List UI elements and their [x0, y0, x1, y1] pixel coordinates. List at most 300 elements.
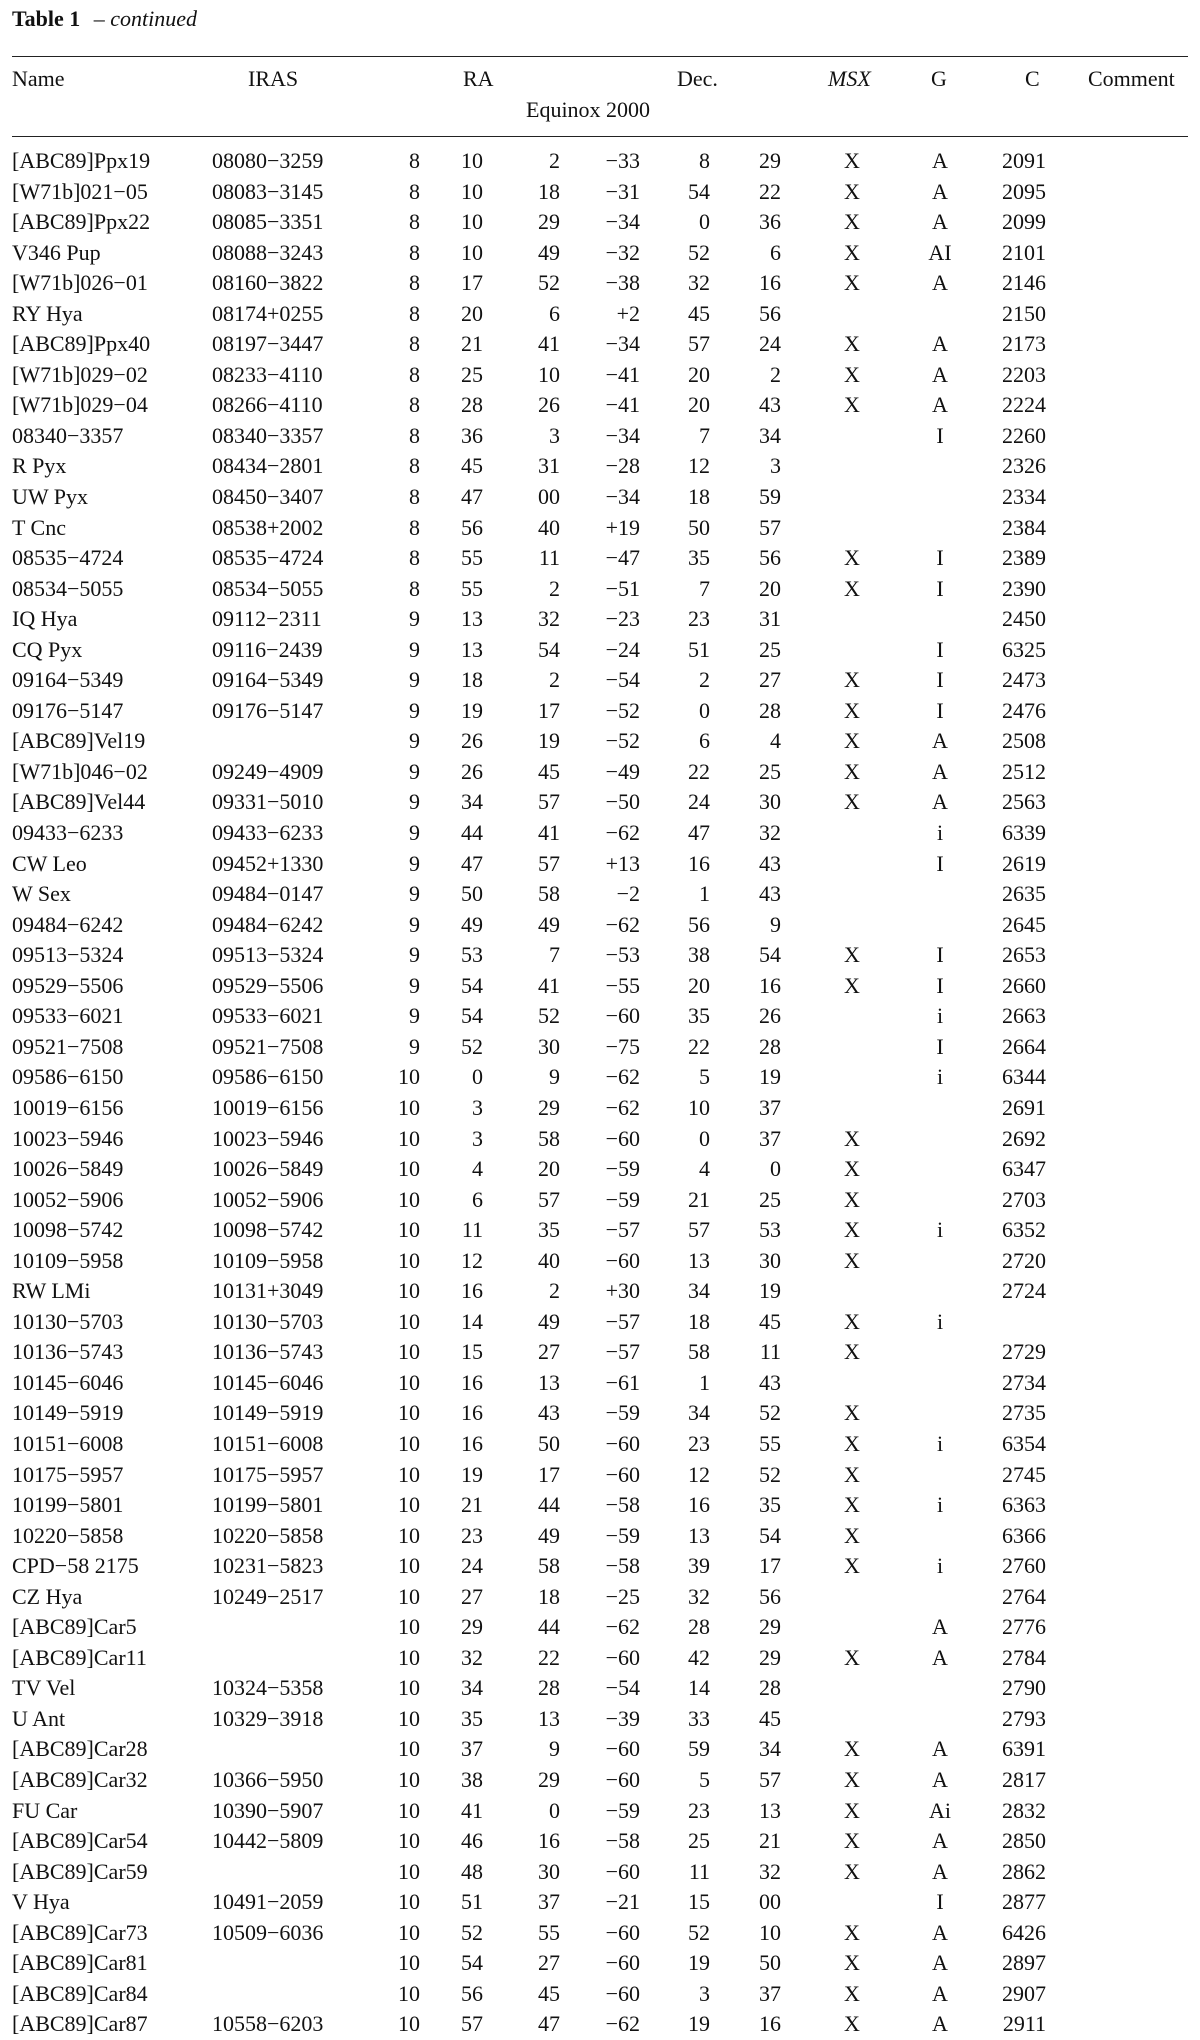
cell-name: [ABC89]Car81	[12, 1950, 148, 1976]
cell-g: I	[936, 422, 944, 448]
cell-ra-s: 30	[538, 1858, 560, 1884]
cell-iras: 10026−5849	[212, 1156, 324, 1182]
cell-ra-s: 29	[538, 209, 560, 235]
cell-name: R Pyx	[12, 453, 67, 479]
cell-name: IQ Hya	[12, 606, 78, 632]
header-g: G	[931, 66, 947, 91]
cell-msx: X	[844, 1247, 860, 1273]
cell-iras: 09484−0147	[212, 881, 324, 907]
cell-ra-h: 10	[398, 1644, 420, 1670]
cell-c: 2563	[1002, 789, 1046, 815]
cell-ra-m: 52	[461, 1919, 483, 1945]
cell-ra-m: 48	[461, 1858, 483, 1884]
cell-ra-h: 8	[409, 361, 420, 387]
cell-g: A	[932, 1950, 948, 1976]
cell-ra-s: 57	[538, 1186, 560, 1212]
cell-name: [ABC89]Ppx40	[12, 331, 151, 357]
cell-dec-d: −32	[605, 239, 640, 265]
cell-c: 2334	[1002, 484, 1046, 510]
cell-iras: 09529−5506	[212, 972, 324, 998]
cell-name: CPD−58 2175	[12, 1553, 139, 1579]
cell-iras: 08088−3243	[212, 239, 324, 265]
cell-c: 2203	[1002, 361, 1046, 387]
cell-dec-s: 57	[759, 514, 781, 540]
cell-dec-m: 32	[688, 270, 710, 296]
cell-dec-m: 18	[688, 1308, 710, 1334]
cell-dec-s: 22	[759, 178, 781, 204]
cell-name: U Ant	[12, 1705, 66, 1731]
table-row	[0, 1521, 1200, 1552]
cell-c: 6363	[1002, 1492, 1046, 1518]
cell-g: I	[936, 972, 944, 998]
cell-ra-s: 2	[549, 667, 560, 693]
cell-dec-s: 54	[759, 1522, 781, 1548]
cell-dec-d: −34	[605, 209, 640, 235]
cell-ra-m: 3	[472, 1125, 483, 1151]
table-row	[0, 390, 1200, 421]
cell-dec-d: −59	[605, 1522, 640, 1548]
cell-dec-m: 19	[688, 2011, 710, 2037]
cell-dec-d: −53	[605, 942, 640, 968]
cell-dec-m: 25	[688, 1828, 710, 1854]
cell-c: 2635	[1002, 881, 1046, 907]
cell-ra-m: 45	[461, 453, 483, 479]
cell-c: 2653	[1002, 942, 1046, 968]
cell-iras: 09521−7508	[212, 1033, 324, 1059]
cell-ra-m: 34	[461, 1675, 483, 1701]
cell-g: A	[932, 1919, 948, 1945]
cell-dec-s: 19	[759, 1278, 781, 1304]
table-body	[0, 146, 1200, 2040]
cell-dec-s: 53	[759, 1217, 781, 1243]
table-row	[0, 1032, 1200, 1063]
cell-ra-h: 10	[398, 1217, 420, 1243]
cell-msx: X	[844, 1522, 860, 1548]
cell-dec-s: 30	[759, 789, 781, 815]
cell-dec-s: 43	[759, 850, 781, 876]
cell-ra-m: 17	[461, 270, 483, 296]
cell-ra-m: 16	[461, 1430, 483, 1456]
cell-iras: 08160−3822	[212, 270, 324, 296]
cell-name: 09176−5147	[12, 697, 124, 723]
cell-msx: X	[844, 1950, 860, 1976]
cell-ra-s: 58	[538, 1125, 560, 1151]
cell-msx: X	[844, 361, 860, 387]
cell-ra-s: 40	[538, 514, 560, 540]
cell-c: 2146	[1002, 270, 1046, 296]
cell-dec-s: 9	[770, 911, 781, 937]
cell-dec-s: 3	[770, 453, 781, 479]
cell-ra-m: 54	[461, 1003, 483, 1029]
cell-ra-s: 00	[538, 484, 560, 510]
cell-iras: 10175−5957	[212, 1461, 324, 1487]
cell-ra-h: 10	[398, 1430, 420, 1456]
cell-ra-m: 24	[461, 1553, 483, 1579]
cell-c: 2790	[1002, 1675, 1046, 1701]
cell-iras: 08083−3145	[212, 178, 324, 204]
table-row	[0, 818, 1200, 849]
cell-ra-h: 10	[398, 1919, 420, 1945]
cell-ra-h: 10	[398, 1705, 420, 1731]
cell-ra-m: 21	[461, 331, 483, 357]
cell-c: 2173	[1002, 331, 1046, 357]
cell-name: [ABC89]Car5	[12, 1614, 137, 1640]
cell-name: 10019−6156	[12, 1094, 124, 1120]
cell-dec-s: 19	[759, 1064, 781, 1090]
header-msx: MSX	[828, 66, 871, 91]
cell-c: 2473	[1002, 667, 1046, 693]
cell-dec-m: 1	[699, 881, 710, 907]
cell-dec-s: 29	[759, 148, 781, 173]
cell-ra-h: 8	[409, 514, 420, 540]
cell-dec-d: −62	[605, 1614, 640, 1640]
cell-iras: 10324−5358	[212, 1675, 324, 1701]
cell-c: 2734	[1002, 1369, 1046, 1395]
cell-c: 2735	[1002, 1400, 1046, 1426]
table-row	[0, 1857, 1200, 1888]
cell-ra-h: 10	[398, 1858, 420, 1884]
cell-dec-d: −62	[605, 1094, 640, 1120]
cell-iras: 09249−4909	[212, 758, 324, 784]
cell-msx: X	[844, 1461, 860, 1487]
cell-dec-m: 39	[688, 1553, 710, 1579]
cell-ra-m: 46	[461, 1828, 483, 1854]
cell-msx: X	[844, 1400, 860, 1426]
cell-dec-s: 2	[770, 361, 781, 387]
cell-dec-s: 57	[759, 1766, 781, 1792]
cell-dec-s: 24	[759, 331, 781, 357]
cell-ra-h: 8	[409, 300, 420, 326]
cell-c: 2745	[1002, 1461, 1046, 1487]
cell-c: 2390	[1002, 575, 1046, 601]
cell-dec-d: −34	[605, 422, 640, 448]
cell-dec-s: 56	[759, 1583, 781, 1609]
cell-dec-s: 31	[759, 606, 781, 632]
cell-c: 2389	[1002, 545, 1046, 571]
cell-ra-m: 53	[461, 942, 483, 968]
cell-ra-h: 9	[409, 636, 420, 662]
table-row	[0, 879, 1200, 910]
cell-ra-h: 9	[409, 606, 420, 632]
cell-c: 6325	[1002, 636, 1046, 662]
cell-g: A	[932, 1614, 948, 1640]
cell-dec-d: −49	[605, 758, 640, 784]
cell-dec-d: −75	[605, 1033, 640, 1059]
cell-dec-d: −47	[605, 545, 640, 571]
table-row	[0, 513, 1200, 544]
cell-dec-s: 52	[759, 1461, 781, 1487]
cell-name: [W71b]029−02	[12, 361, 148, 387]
cell-dec-d: −58	[605, 1553, 640, 1579]
cell-dec-d: −23	[605, 606, 640, 632]
table-row	[0, 421, 1200, 452]
cell-ra-m: 35	[461, 1705, 483, 1731]
cell-iras: 09533−6021	[212, 1003, 324, 1029]
cell-ra-m: 28	[461, 392, 483, 418]
cell-ra-m: 13	[461, 636, 483, 662]
cell-ra-s: 11	[538, 545, 560, 571]
cell-name: 10199−5801	[12, 1492, 124, 1518]
cell-c: 2897	[1002, 1950, 1046, 1976]
cell-dec-s: 54	[759, 942, 781, 968]
cell-c: 6354	[1002, 1430, 1046, 1456]
cell-name: [ABC89]Car87	[12, 2011, 148, 2037]
cell-dec-s: 45	[759, 1308, 781, 1334]
cell-dec-m: 15	[688, 1889, 710, 1915]
cell-ra-m: 49	[461, 911, 483, 937]
cell-name: 10151−6008	[12, 1430, 124, 1456]
cell-ra-s: 27	[538, 1339, 560, 1365]
cell-g: I	[936, 636, 944, 662]
table-row	[0, 268, 1200, 299]
cell-iras: 10151−6008	[212, 1430, 324, 1456]
cell-dec-d: −25	[605, 1583, 640, 1609]
cell-ra-h: 10	[398, 1400, 420, 1426]
cell-dec-d: −52	[605, 697, 640, 723]
table-row	[0, 635, 1200, 666]
cell-dec-d: −57	[605, 1217, 640, 1243]
cell-dec-s: 43	[759, 392, 781, 418]
cell-ra-m: 0	[472, 1064, 483, 1090]
cell-dec-m: 23	[688, 1430, 710, 1456]
cell-ra-s: 32	[538, 606, 560, 632]
cell-ra-m: 20	[461, 300, 483, 326]
cell-name: [ABC89]Car84	[12, 1980, 148, 2006]
cell-iras: 09176−5147	[212, 697, 324, 723]
cell-ra-m: 56	[461, 514, 483, 540]
cell-dec-m: 1	[699, 1369, 710, 1395]
cell-g: I	[936, 1033, 944, 1059]
cell-c: 2150	[1002, 300, 1046, 326]
cell-ra-m: 15	[461, 1339, 483, 1365]
cell-dec-m: 20	[688, 361, 710, 387]
cell-ra-h: 9	[409, 942, 420, 968]
cell-ra-s: 2	[549, 575, 560, 601]
cell-g: A	[932, 209, 948, 235]
cell-msx: X	[844, 209, 860, 235]
cell-dec-d: −21	[605, 1889, 640, 1915]
header-c: C	[1025, 66, 1040, 91]
cell-ra-s: 57	[538, 789, 560, 815]
cell-msx: X	[844, 1492, 860, 1518]
cell-c: 2907	[1002, 1980, 1046, 2006]
cell-ra-h: 9	[409, 972, 420, 998]
cell-name: 09433−6233	[12, 820, 124, 846]
cell-dec-d: −61	[605, 1369, 640, 1395]
table-row	[0, 2009, 1200, 2040]
cell-ra-h: 10	[398, 1125, 420, 1151]
cell-ra-h: 10	[398, 1736, 420, 1762]
cell-ra-h: 10	[398, 1828, 420, 1854]
cell-dec-d: −34	[605, 331, 640, 357]
cell-dec-d: −33	[605, 148, 640, 173]
header-rule	[12, 136, 1188, 137]
cell-ra-h: 10	[398, 1797, 420, 1823]
cell-name: 08535−4724	[12, 545, 124, 571]
cell-dec-d: −41	[605, 392, 640, 418]
cell-g: A	[932, 1644, 948, 1670]
cell-dec-m: 35	[688, 545, 710, 571]
cell-ra-m: 25	[461, 361, 483, 387]
cell-ra-s: 54	[538, 636, 560, 662]
cell-name: [ABC89]Car32	[12, 1766, 148, 1792]
cell-name: [W71b]046−02	[12, 758, 148, 784]
cell-ra-h: 10	[398, 1278, 420, 1304]
cell-name: W Sex	[12, 881, 71, 907]
table-row	[0, 1062, 1200, 1093]
cell-dec-d: −62	[605, 911, 640, 937]
cell-ra-m: 10	[461, 148, 483, 173]
cell-g: A	[932, 270, 948, 296]
cell-ra-h: 9	[409, 1033, 420, 1059]
cell-iras: 08197−3447	[212, 331, 324, 357]
cell-name: [ABC89]Car59	[12, 1858, 148, 1884]
cell-dec-d: −54	[605, 1675, 640, 1701]
cell-dec-m: 12	[688, 453, 710, 479]
cell-name: 09521−7508	[12, 1033, 124, 1059]
cell-g: i	[936, 1308, 944, 1334]
cell-dec-m: 0	[699, 697, 710, 723]
cell-ra-h: 8	[409, 178, 420, 204]
table-row	[0, 1337, 1200, 1368]
cell-dec-m: 23	[688, 606, 710, 632]
table-row	[0, 574, 1200, 605]
cell-ra-s: 9	[549, 1736, 560, 1762]
table-row	[0, 1673, 1200, 1704]
cell-dec-d: −62	[605, 2011, 640, 2037]
cell-ra-m: 54	[461, 972, 483, 998]
cell-ra-h: 9	[409, 758, 420, 784]
cell-c: 2660	[1002, 972, 1046, 998]
cell-name: 10026−5849	[12, 1156, 124, 1182]
cell-iras: 10149−5919	[212, 1400, 324, 1426]
cell-ra-s: 2	[549, 148, 560, 173]
cell-g: i	[936, 820, 944, 846]
cell-dec-s: 0	[770, 1156, 781, 1182]
cell-ra-h: 8	[409, 484, 420, 510]
cell-c: 2793	[1002, 1705, 1046, 1731]
cell-iras: 10145−6046	[212, 1369, 324, 1395]
cell-dec-m: 50	[688, 514, 710, 540]
cell-msx: X	[844, 1797, 860, 1823]
cell-c: 2764	[1002, 1583, 1046, 1609]
cell-msx: X	[844, 697, 860, 723]
table-label: Table 1	[12, 6, 81, 31]
cell-c: 6391	[1002, 1736, 1046, 1762]
table-row	[0, 726, 1200, 757]
cell-ra-s: 29	[538, 1094, 560, 1120]
cell-dec-s: 16	[759, 2011, 781, 2037]
cell-ra-s: 18	[538, 1583, 560, 1609]
cell-g: A	[932, 758, 948, 784]
cell-msx: X	[844, 148, 860, 173]
cell-dec-d: −60	[605, 1125, 640, 1151]
cell-ra-m: 52	[461, 1033, 483, 1059]
cell-dec-m: 35	[688, 1003, 710, 1029]
table-row	[0, 482, 1200, 513]
cell-dec-d: −55	[605, 972, 640, 998]
cell-c: 2476	[1002, 697, 1046, 723]
cell-c: 6426	[1002, 1919, 1046, 1945]
cell-ra-s: 17	[538, 697, 560, 723]
table-row	[0, 665, 1200, 696]
cell-ra-h: 8	[409, 453, 420, 479]
cell-c: 2817	[1002, 1766, 1046, 1792]
cell-name: [ABC89]Vel44	[12, 789, 146, 815]
cell-msx: X	[844, 1339, 860, 1365]
cell-g: I	[936, 850, 944, 876]
cell-dec-d: −31	[605, 178, 640, 204]
cell-ra-h: 8	[409, 422, 420, 448]
cell-g: A	[932, 178, 948, 204]
table-row	[0, 1734, 1200, 1765]
cell-dec-d: −60	[605, 1461, 640, 1487]
cell-c: 2099	[1002, 209, 1046, 235]
cell-dec-m: 38	[688, 942, 710, 968]
cell-dec-m: 7	[699, 575, 710, 601]
table-row	[0, 1887, 1200, 1918]
table-row	[0, 1918, 1200, 1949]
cell-dec-d: −59	[605, 1400, 640, 1426]
cell-ra-m: 27	[461, 1583, 483, 1609]
cell-dec-d: −24	[605, 636, 640, 662]
cell-ra-s: 41	[538, 820, 560, 846]
table-row	[0, 757, 1200, 788]
cell-g: A	[932, 1980, 948, 2006]
cell-msx: X	[844, 545, 860, 571]
cell-dec-d: −59	[605, 1797, 640, 1823]
cell-dec-d: −62	[605, 820, 640, 846]
cell-name: [ABC89]Car73	[12, 1919, 148, 1945]
cell-ra-s: 17	[538, 1461, 560, 1487]
cell-dec-s: 59	[759, 484, 781, 510]
cell-ra-h: 10	[398, 1461, 420, 1487]
cell-ra-s: 41	[538, 331, 560, 357]
cell-ra-m: 41	[461, 1797, 483, 1823]
cell-dec-m: 57	[688, 331, 710, 357]
cell-ra-m: 3	[472, 1094, 483, 1120]
cell-msx: X	[844, 1766, 860, 1792]
cell-ra-s: 13	[538, 1369, 560, 1395]
cell-dec-m: 34	[688, 1400, 710, 1426]
cell-dec-d: −60	[605, 1858, 640, 1884]
cell-ra-h: 10	[398, 1614, 420, 1640]
cell-ra-s: 47	[538, 2011, 560, 2037]
cell-ra-s: 10	[538, 361, 560, 387]
header-ra: RA	[463, 66, 494, 91]
cell-iras: 10442−5809	[212, 1828, 324, 1854]
cell-msx: X	[844, 789, 860, 815]
cell-c: 2508	[1002, 728, 1046, 754]
cell-dec-s: 16	[759, 270, 781, 296]
cell-g: Ai	[929, 1797, 951, 1823]
cell-dec-s: 45	[759, 1705, 781, 1731]
cell-name: 08534−5055	[12, 575, 124, 601]
cell-dec-m: 7	[699, 422, 710, 448]
cell-msx: X	[844, 667, 860, 693]
cell-ra-s: 52	[538, 1003, 560, 1029]
cell-g: A	[932, 331, 948, 357]
cell-ra-h: 10	[398, 1950, 420, 1976]
cell-dec-s: 32	[759, 820, 781, 846]
cell-ra-m: 47	[461, 484, 483, 510]
cell-msx: X	[844, 575, 860, 601]
cell-ra-h: 8	[409, 392, 420, 418]
cell-g: AI	[928, 239, 952, 265]
cell-ra-s: 20	[538, 1156, 560, 1182]
cell-dec-s: 52	[759, 1400, 781, 1426]
cell-iras: 09586−6150	[212, 1064, 324, 1090]
